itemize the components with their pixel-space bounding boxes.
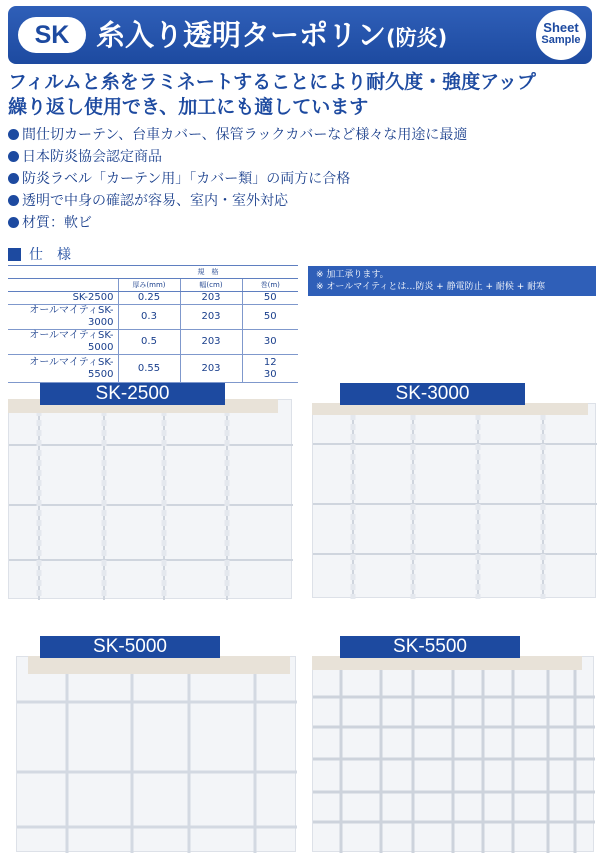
bullet-icon [8, 173, 19, 184]
spec-heading-text: 仕 様 [29, 247, 71, 263]
feature-list [8, 124, 598, 234]
spec-roll-value: 12 [263, 356, 277, 368]
spec-cell-roll: 50 [242, 292, 298, 305]
sample-label: SK-3000 [340, 383, 525, 405]
sheet-sample-badge [536, 10, 586, 60]
feature-item [8, 124, 598, 146]
square-bullet-icon [8, 248, 21, 261]
intro-line: フィルムと糸をラミネートすることにより耐久度・強度アップ [8, 71, 536, 93]
note-line: ※ 加工承ります。 [316, 270, 389, 280]
sheet-sample-line1: Sheet [543, 20, 579, 35]
spec-cell-width: 203 [180, 305, 242, 330]
table-row [8, 305, 298, 330]
spec-cell-width: 203 [180, 330, 242, 355]
sample-sk-3000 [310, 383, 598, 603]
spec-cell-name: オールマイティSK-5000 [8, 330, 118, 355]
sample-sheet-image [8, 399, 292, 599]
intro-line: 繰り返し使用でき、加工にも適しています [8, 96, 369, 118]
feature-item [8, 146, 598, 168]
spec-col-header [8, 279, 118, 292]
spec-cell-width: 203 [180, 355, 242, 383]
sample-label: SK-5500 [340, 636, 520, 658]
sample-sk-2500 [8, 383, 298, 598]
mesh-grid-image [313, 657, 595, 853]
sample-sk-5500 [310, 636, 598, 852]
notes-box [308, 266, 596, 296]
sk-logo-badge: SK [18, 17, 86, 53]
sample-sk-5000 [8, 636, 298, 852]
spec-cell-roll: 50 [242, 305, 298, 330]
table-row [8, 292, 298, 305]
spec-table-group-header: 規 格 [118, 266, 298, 279]
bullet-icon [8, 151, 19, 162]
spec-cell-name: SK-2500 [8, 292, 118, 305]
bullet-icon [8, 129, 19, 140]
bullet-icon [8, 195, 19, 206]
feature-text: 透明で中身の確認が容易、室内・室外対応 [22, 193, 288, 209]
mesh-grid-image [17, 657, 297, 853]
spec-col-header: 厚み(mm) [118, 279, 180, 292]
spec-cell-thickness: 0.25 [118, 292, 180, 305]
feature-item [8, 190, 598, 212]
spec-cell-thickness: 0.3 [118, 305, 180, 330]
feature-text: 日本防炎協会認定商品 [22, 149, 162, 165]
feature-text: 間仕切カーテン、台車カバー、保管ラックカバーなど様々な用途に最適 [22, 127, 468, 143]
feature-text: 材質：軟ビ [22, 215, 92, 231]
spec-heading [8, 246, 71, 264]
mesh-grid-image [9, 400, 293, 600]
page-title [96, 15, 447, 55]
spec-cell-width: 203 [180, 292, 242, 305]
sample-label: SK-2500 [40, 383, 225, 405]
spec-cell-roll: 30 [242, 330, 298, 355]
table-row [8, 355, 298, 383]
bullet-icon [8, 217, 19, 228]
spec-cell-name: オールマイティSK-3000 [8, 305, 118, 330]
sample-edge-strip [28, 656, 290, 674]
mesh-grid-image [313, 404, 597, 599]
sample-label: SK-5000 [40, 636, 220, 658]
intro-text [8, 70, 598, 120]
note-line: ※ オールマイティとは…防炎 + 静電防止 + 耐候 + 耐寒 [316, 282, 546, 292]
table-row [8, 330, 298, 355]
spec-cell-thickness: 0.55 [118, 355, 180, 383]
header-banner [8, 6, 592, 64]
sheet-sample-line2: Sample [541, 34, 581, 46]
sample-sheet-image [16, 656, 296, 852]
feature-text: 防炎ラベル「カーテン用」「カバー類」の両方に合格 [22, 171, 351, 187]
spec-roll-value-2: 30 [263, 368, 277, 380]
feature-item [8, 168, 598, 190]
sample-edge-strip [312, 656, 582, 670]
page-title-main: 糸入り透明ターポリン [96, 18, 387, 52]
spec-cell-thickness: 0.5 [118, 330, 180, 355]
spec-col-header: 巻(m) [242, 279, 298, 292]
feature-item [8, 212, 598, 234]
spec-col-header: 幅(cm) [180, 279, 242, 292]
spec-cell-name: オールマイティSK-5500 [8, 355, 118, 383]
page-title-suffix: (防炎) [386, 26, 448, 50]
spec-cell-roll [242, 355, 298, 383]
sample-sheet-image [312, 403, 596, 598]
spec-table [8, 265, 298, 383]
sample-sheet-image [312, 656, 594, 852]
spec-table-group-cell [8, 266, 118, 279]
